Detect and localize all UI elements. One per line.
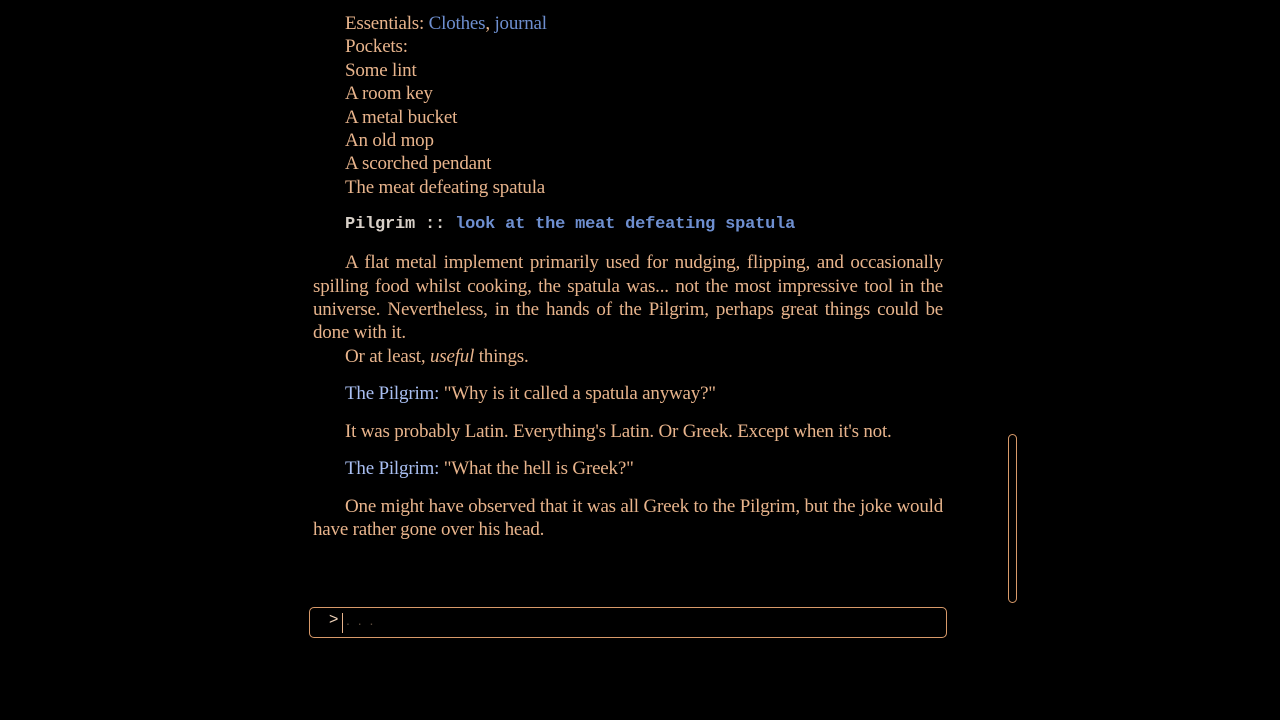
text-caret [342,613,343,633]
scrollbar-thumb[interactable] [1008,434,1017,603]
dialogue-text: "What the hell is Greek?" [443,458,634,480]
story-log [313,12,943,541]
input-placeholder: . . . [346,612,376,628]
pocket-item: A metal bucket [345,106,458,128]
command-separator: :: [425,215,446,235]
aside-text-after: things. [474,345,529,367]
pocket-item: A room key [345,83,433,105]
command-text: look at the meat defeating spatula [455,215,796,235]
dialogue-text: "Why is it called a spatula anyway?" [443,383,716,405]
dialogue-line [313,382,943,405]
command-input[interactable] [309,607,947,638]
description-paragraph: A flat metal implement primarily used for nudging, flipping, and occasionally spilling food whilst cooking, the spatula was... not the most impressive tool in the universe. Nevertheless, in the hands of the Pilgrim, perhaps great things could be done with it. [313,252,943,344]
pocket-item: An old mop [345,130,434,152]
narration-paragraph: It was probably Latin. Everything's Latin. Or Greek. Except when it's not. [345,420,892,442]
essentials-link-journal[interactable]: journal [494,13,547,34]
pockets-label: Pockets: [345,36,408,58]
inventory-list [313,12,943,199]
essentials-label: Essentials: [345,13,425,34]
aside-paragraph [313,345,943,368]
dialogue-speaker: The Pilgrim: [345,383,440,405]
pocket-item: The meat defeating spatula [345,176,546,198]
prompt-symbol: > [329,611,339,628]
essentials-separator: , [485,13,490,34]
command-echo [313,213,943,237]
pocket-item: Some lint [345,59,417,81]
pocket-item: A scorched pendant [345,153,492,175]
aside-text-before: Or at least, [345,345,430,367]
dialogue-line [313,457,943,480]
essentials-link-clothes[interactable]: Clothes [428,13,486,34]
aside-emphasis: useful [429,345,475,367]
narration-paragraph: One might have observed that it was all Greek to the Pilgrim, but the joke would have rather gone over his head. [313,495,943,540]
essentials-line [345,12,943,35]
dialogue-speaker: The Pilgrim: [345,458,440,480]
command-actor: Pilgrim [345,215,416,235]
